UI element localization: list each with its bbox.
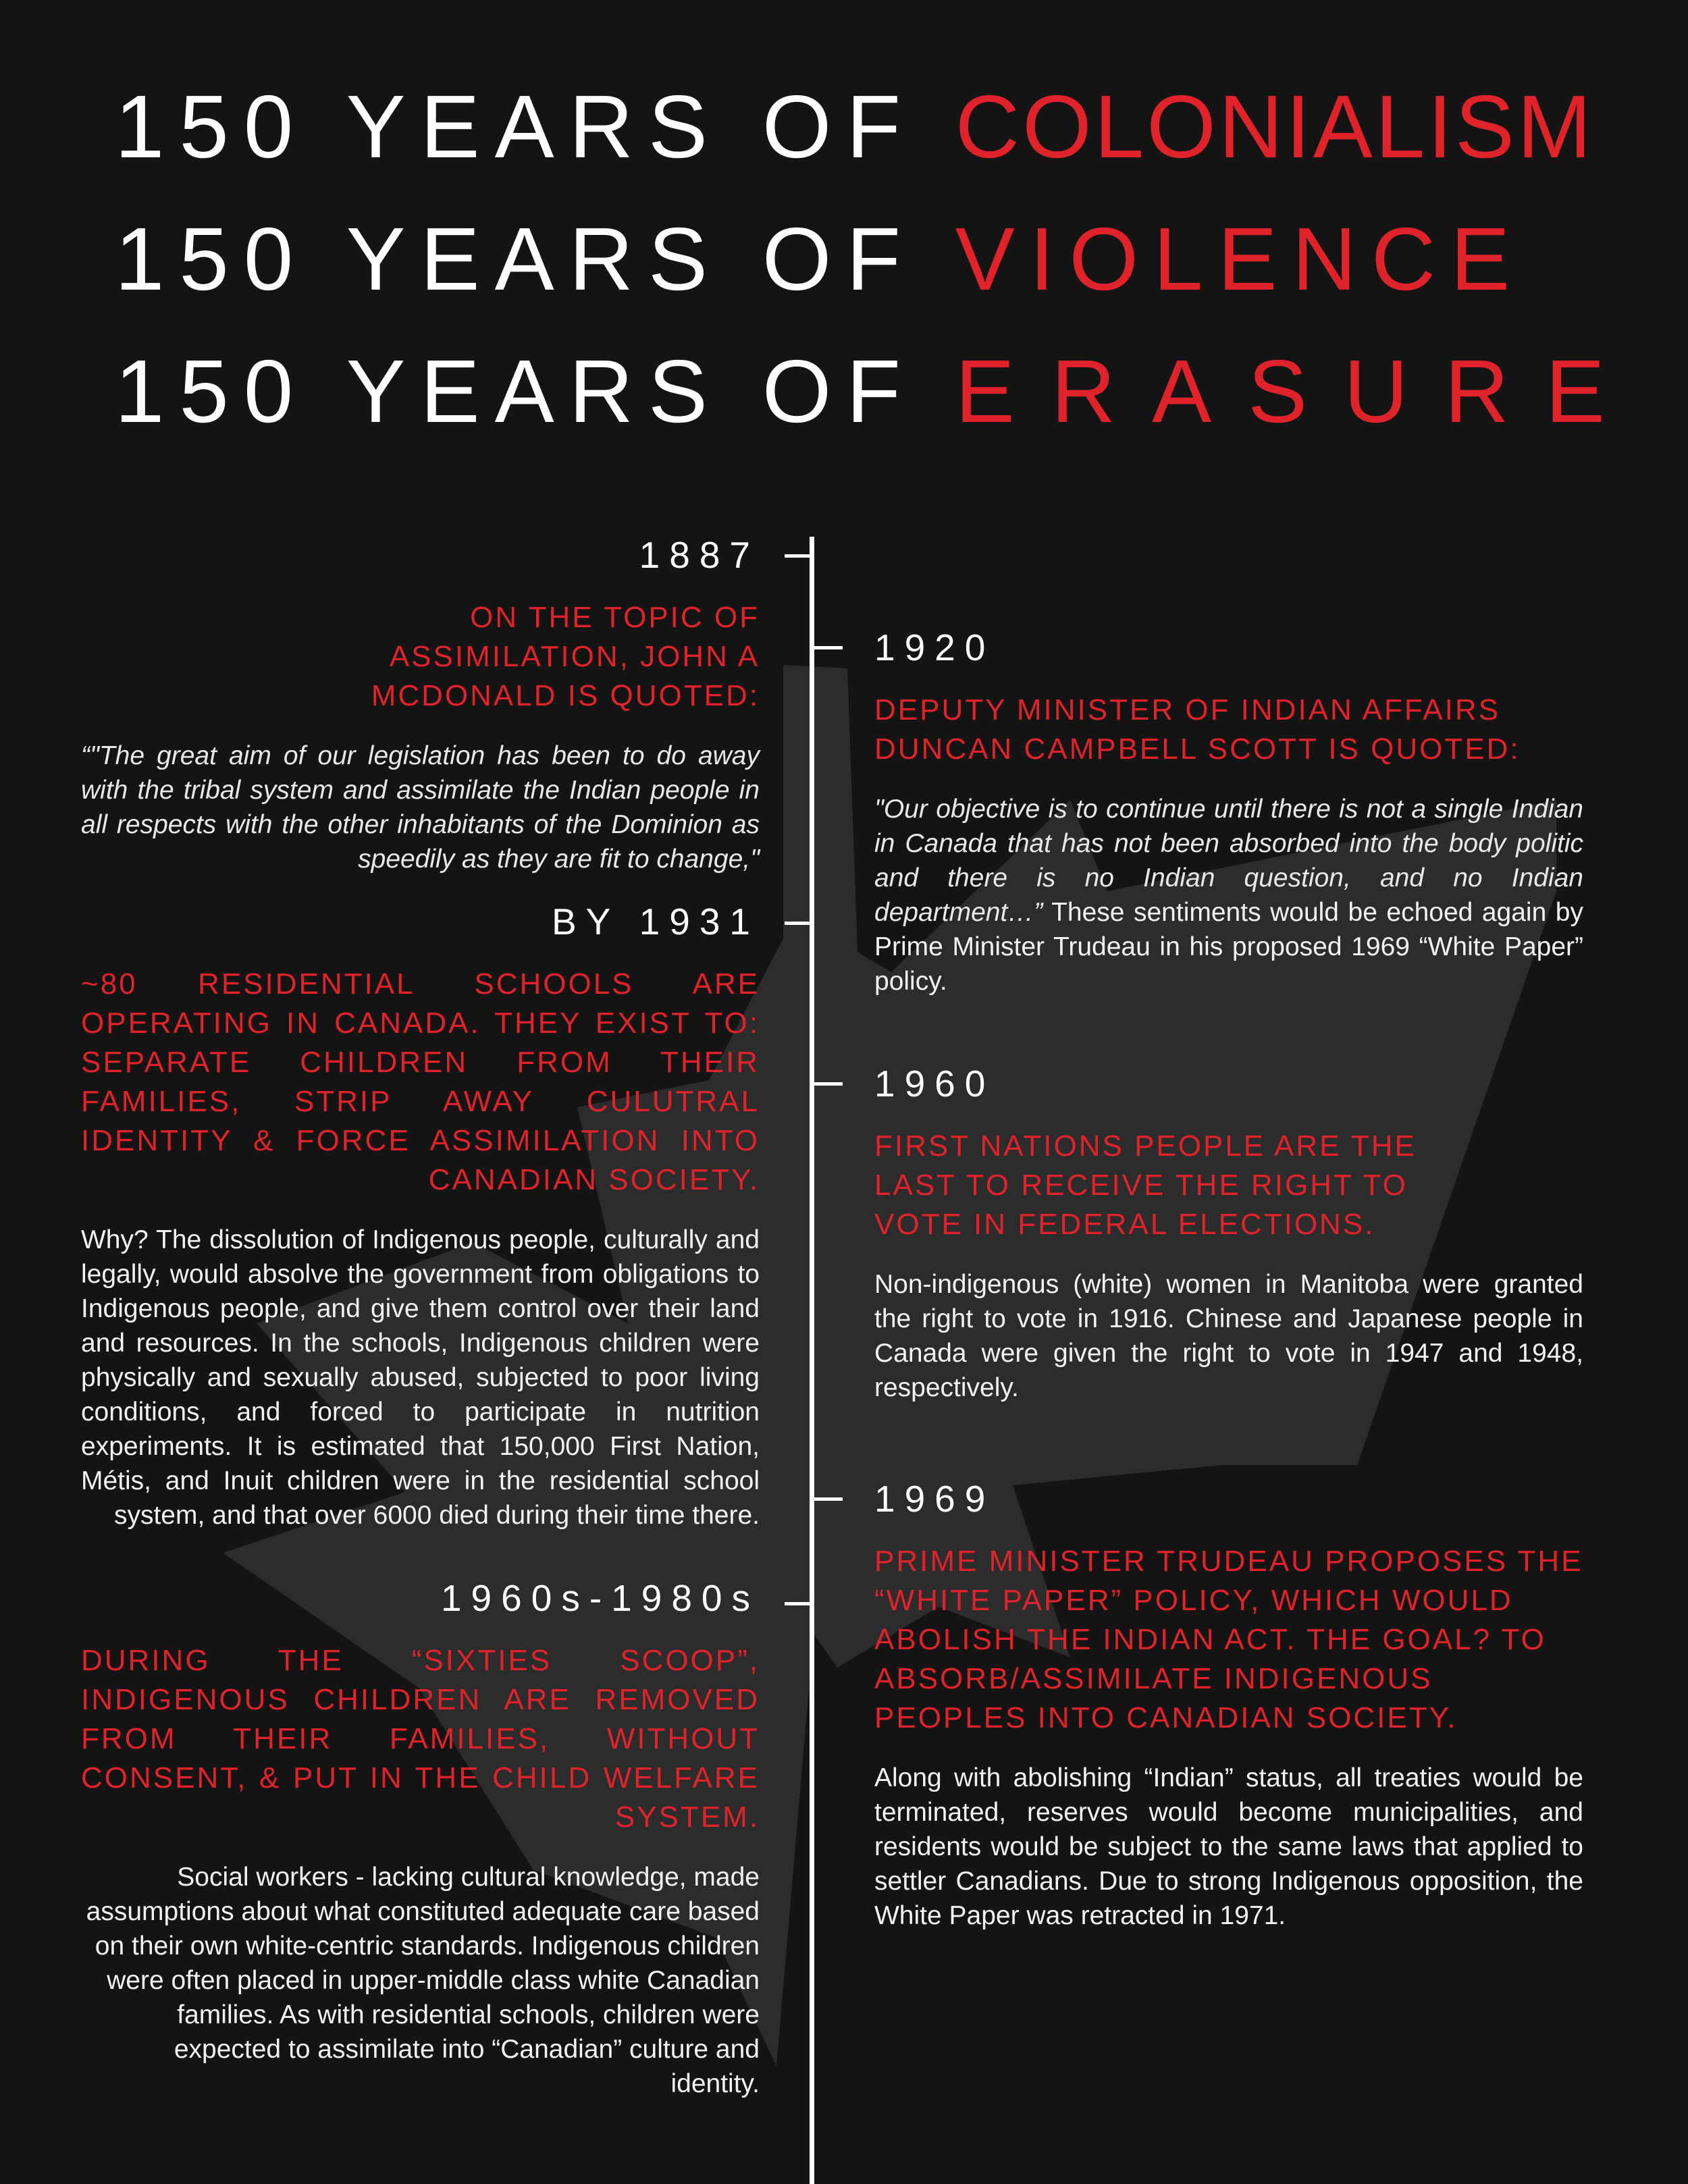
headline-accent: ERASURE [955,342,1641,441]
headline-prefix: 150 YEARS OF [115,77,916,176]
entry-body: Non-indigenous (white) women in Manitoba were granted the right to vote in 1916. Chinese and Japanese people in Canada were given the right to vote in 1947 and 1948, respectively. [874,1270,1583,1402]
entry-heading: ON THE TOPIC OF ASSIMILATION, JOHN A MCDONALD IS QUOTED: [371,601,760,712]
entry-body [874,792,1583,998]
timeline-entry-1969 [874,1478,1583,1933]
entry-quote: "Our objective is to continue until there is not a single Indian in Canada that has not been absorbed into the body politic and there is no Indian question, and no Indian department…” [874,795,1583,927]
timeline-entry-1887 [81,534,760,876]
timeline-entry-1931 [81,903,760,1533]
entry-body: Along with abolishing “Indian” status, all treaties would be terminated, reserves would become municipalities, and residents would be subject to the same laws that applied to settler Canadians. Due to strong Indigenous opposition, the White Paper was retracted in 1971. [874,1763,1583,1930]
entry-heading: DURING THE “SIXTIES SCOOP”, INDIGENOUS CHILDREN ARE REMOVED FROM THEIR FAMILIES, WITHOUT CONSENT, & PUT IN THE CHILD WELFARE SYSTEM. [81,1644,760,1834]
headline-line-3 [115,342,1688,441]
timeline-tick-1887 [785,554,813,558]
timeline-tick-1960 [814,1082,843,1086]
timeline-spine [810,537,814,2184]
timeline-entry-1960 [874,1065,1583,1405]
headline-prefix: 150 YEARS OF [115,342,916,441]
entry-quote: “"The great aim of our legislation has been to do away with the tribal system and assimilate the Indian people in all respects with the other inhabitants of the Dominion as speedily as they are fit to change," [81,741,760,874]
entry-heading: ~80 RESIDENTIAL SCHOOLS ARE OPERATING IN CANADA. THEY EXIST TO: SEPARATE CHILDREN FROM THEIR FAMILIES, STRIP AWAY CULUTRAL IDENTITY & FORCE ASSIMILATION INTO CANADIAN SOCIETY. [81,967,760,1196]
entry-heading: PRIME MINISTER TRUDEAU PROPOSES THE “WHITE PAPER” POLICY, WHICH WOULD ABOLISH THE INDIAN ACT. THE GOAL? TO ABSORB/ASSIMILATE INDIGENOUS PEOPLES INTO CANADIAN SOCIETY. [874,1545,1583,1734]
entry-year: BY 1931 [551,901,760,942]
timeline-entry-1960s-1980s [81,1577,760,2101]
entry-year: 1920 [874,627,995,668]
entry-year: 1960 [874,1063,995,1104]
headline-prefix: 150 YEARS OF [115,209,916,309]
timeline-tick-1931 [785,922,813,925]
entry-body: Social workers - lacking cultural knowledge, made assumptions about what constituted adequate care based on their own white-centric standards. Indigenous children were often placed in upper-middle class white Canadian families. As with residential schools, children were expected to assimilate into “Canadian” culture and identity. [86,1863,760,2098]
timeline-tick-1969 [814,1497,843,1501]
entry-heading: DEPUTY MINISTER OF INDIAN AFFAIRS DUNCAN CAMPBELL SCOTT IS QUOTED: [874,693,1521,766]
entry-body-text: These sentiments would be echoed again by Prime Minister Trudeau in his proposed 1969 “White Paper” policy. [874,898,1583,996]
entry-year: 1969 [874,1478,995,1520]
headline-line-2 [115,209,1688,309]
entry-body: Why? The dissolution of Indigenous people, culturally and legally, would absolve the government from obligations to Indigenous people, and give them control over their land and resources. In the schools, Indigenous children were physically and sexually abused, subjected to poor living conditions, and forced to participate in nutrition experiments. It is estimated that 150,000 First Nation, Métis, and Inuit children were in the residential school system, and that over 6000 died during their time there. [81,1225,760,1530]
headline-accent: VIOLENCE [955,209,1525,309]
entry-year: 1960s-1980s [440,1577,760,1619]
entry-heading: FIRST NATIONS PEOPLE ARE THE LAST TO RECEIVE THE RIGHT TO VOTE IN FEDERAL ELECTIONS. [874,1129,1417,1241]
entry-year: 1887 [639,534,760,576]
timeline-tick-1920 [814,646,843,649]
timeline-entry-1920 [874,629,1583,998]
timeline-tick-1960s [785,1602,813,1605]
headline-accent: COLONIALISM [955,77,1594,176]
headline-line-1 [115,77,1688,176]
